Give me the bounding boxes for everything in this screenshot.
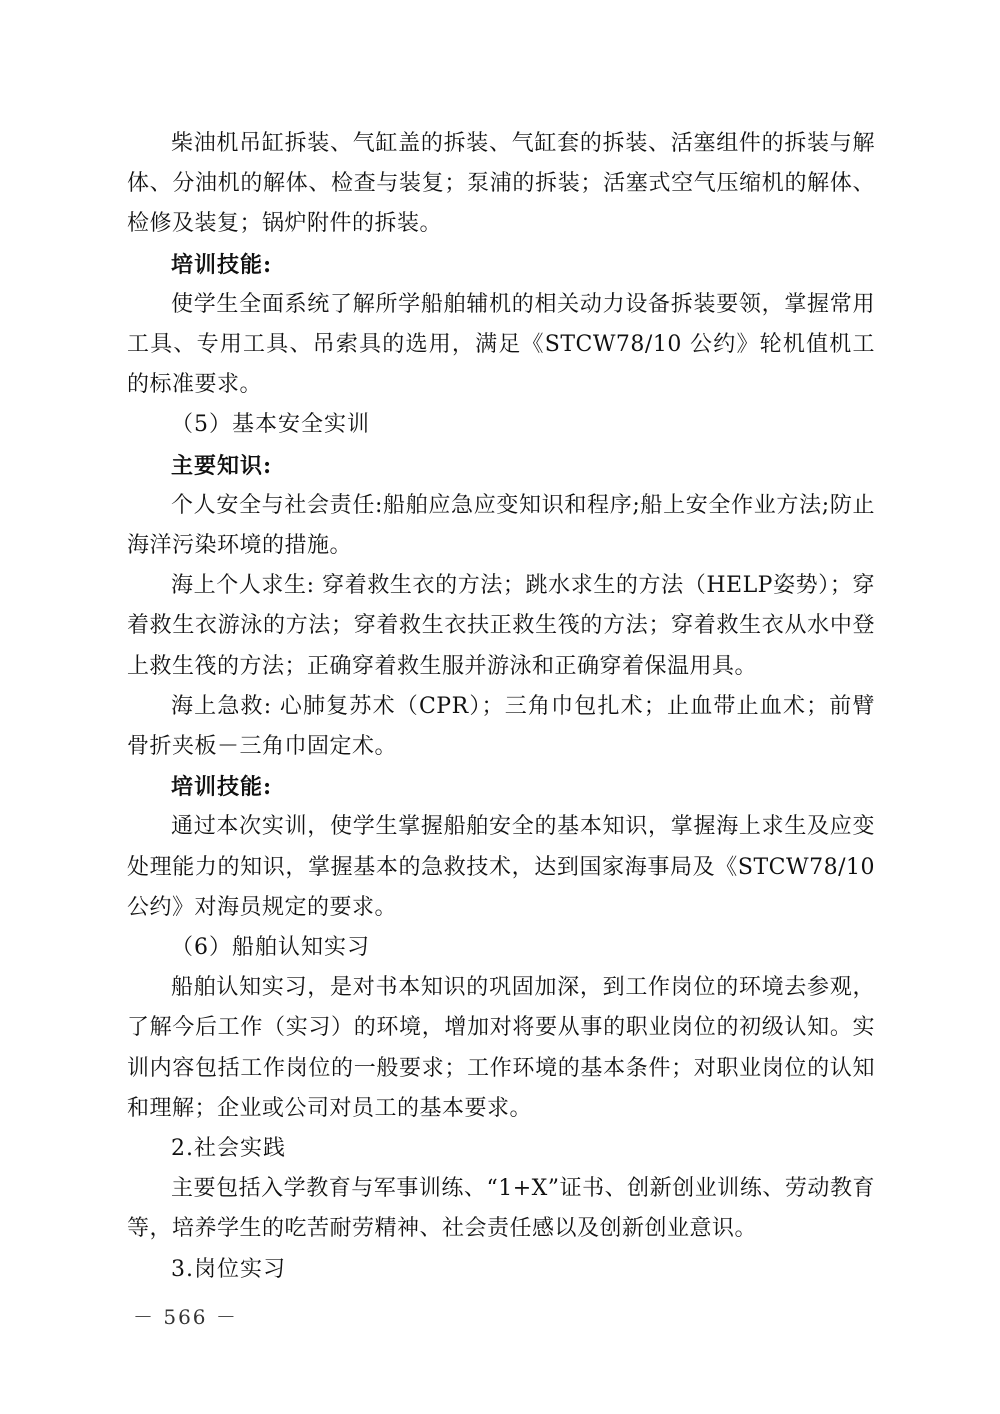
paragraph-first-aid: 海上急救: 心肺复苏术（CPR）；三角巾包扎术；止血带止血术；前臂骨折夹板－三角巾固定术。 <box>127 693 875 760</box>
section-basic-safety: （5）基本安全实训 <box>171 412 370 438</box>
paragraph-skills-safety: 通过本次实训，使学生掌握船舶安全的基本知识，掌握海上求生及应变处理能力的知识，掌握基本的急救技术，达到国家海事局及《STCW78/10公约》对海员规定的要求。 <box>127 814 875 920</box>
heading-training-skills: 培训技能: <box>171 251 273 278</box>
paragraph-ship-cognition: 船舶认知实习，是对书本知识的巩固加深，到工作岗位的环境去参观，了解今后工作（实习）的环境，增加对将要从事的职业岗位的初级认知。实训内容包括工作岗位的一般要求；工作环境的基本条件；对职业岗位的认知和理解；企业或公司对员工的基本要求。 <box>127 975 875 1121</box>
paragraph-disassembly-items: 柴油机吊缸拆装、气缸盖的拆装、气缸套的拆装、活塞组件的拆装与解体、分油机的解体、检查与装复；泵浦的拆装；活塞式空气压缩机的解体、检修及装复；锅炉附件的拆装。 <box>127 131 875 237</box>
paragraph-social-practice: 主要包括入学教育与军事训练、“1+X”证书、创新创业训练、劳动教育等，培养学生的吃苦耐劳精神、社会责任感以及创新创业意识。 <box>127 1176 875 1242</box>
paragraph-skills-auxiliary: 使学生全面系统了解所学船舶辅机的相关动力设备拆装要领，掌握常用工具、专用工具、吊索具的选用，满足《STCW78/10 公约》轮机值机工的标准要求。 <box>127 291 875 398</box>
page-number: － 566 － <box>133 1305 238 1329</box>
paragraph-personal-safety: 个人安全与社会责任:船舶应急应变知识和程序;船上安全作业方法;防止海洋污染环境的措施。 <box>127 492 875 559</box>
paragraph-sea-survival: 海上个人求生: 穿着救生衣的方法；跳水求生的方法（HELP姿势）；穿着救生衣游泳的方法；穿着救生衣扶正救生筏的方法；穿着救生衣从水中登上救生筏的方法；正确穿着救生服并游泳和正确穿着保温用具。 <box>127 573 875 679</box>
section-internship: 3.岗位实习 <box>171 1256 286 1282</box>
heading-main-knowledge: 主要知识: <box>171 452 273 479</box>
section-social-practice: 2.社会实践 <box>171 1136 286 1162</box>
section-ship-cognition: （6）船舶认知实习 <box>171 935 370 961</box>
document-body <box>127 124 875 1290</box>
heading-training-skills-2: 培训技能: <box>171 774 273 801</box>
